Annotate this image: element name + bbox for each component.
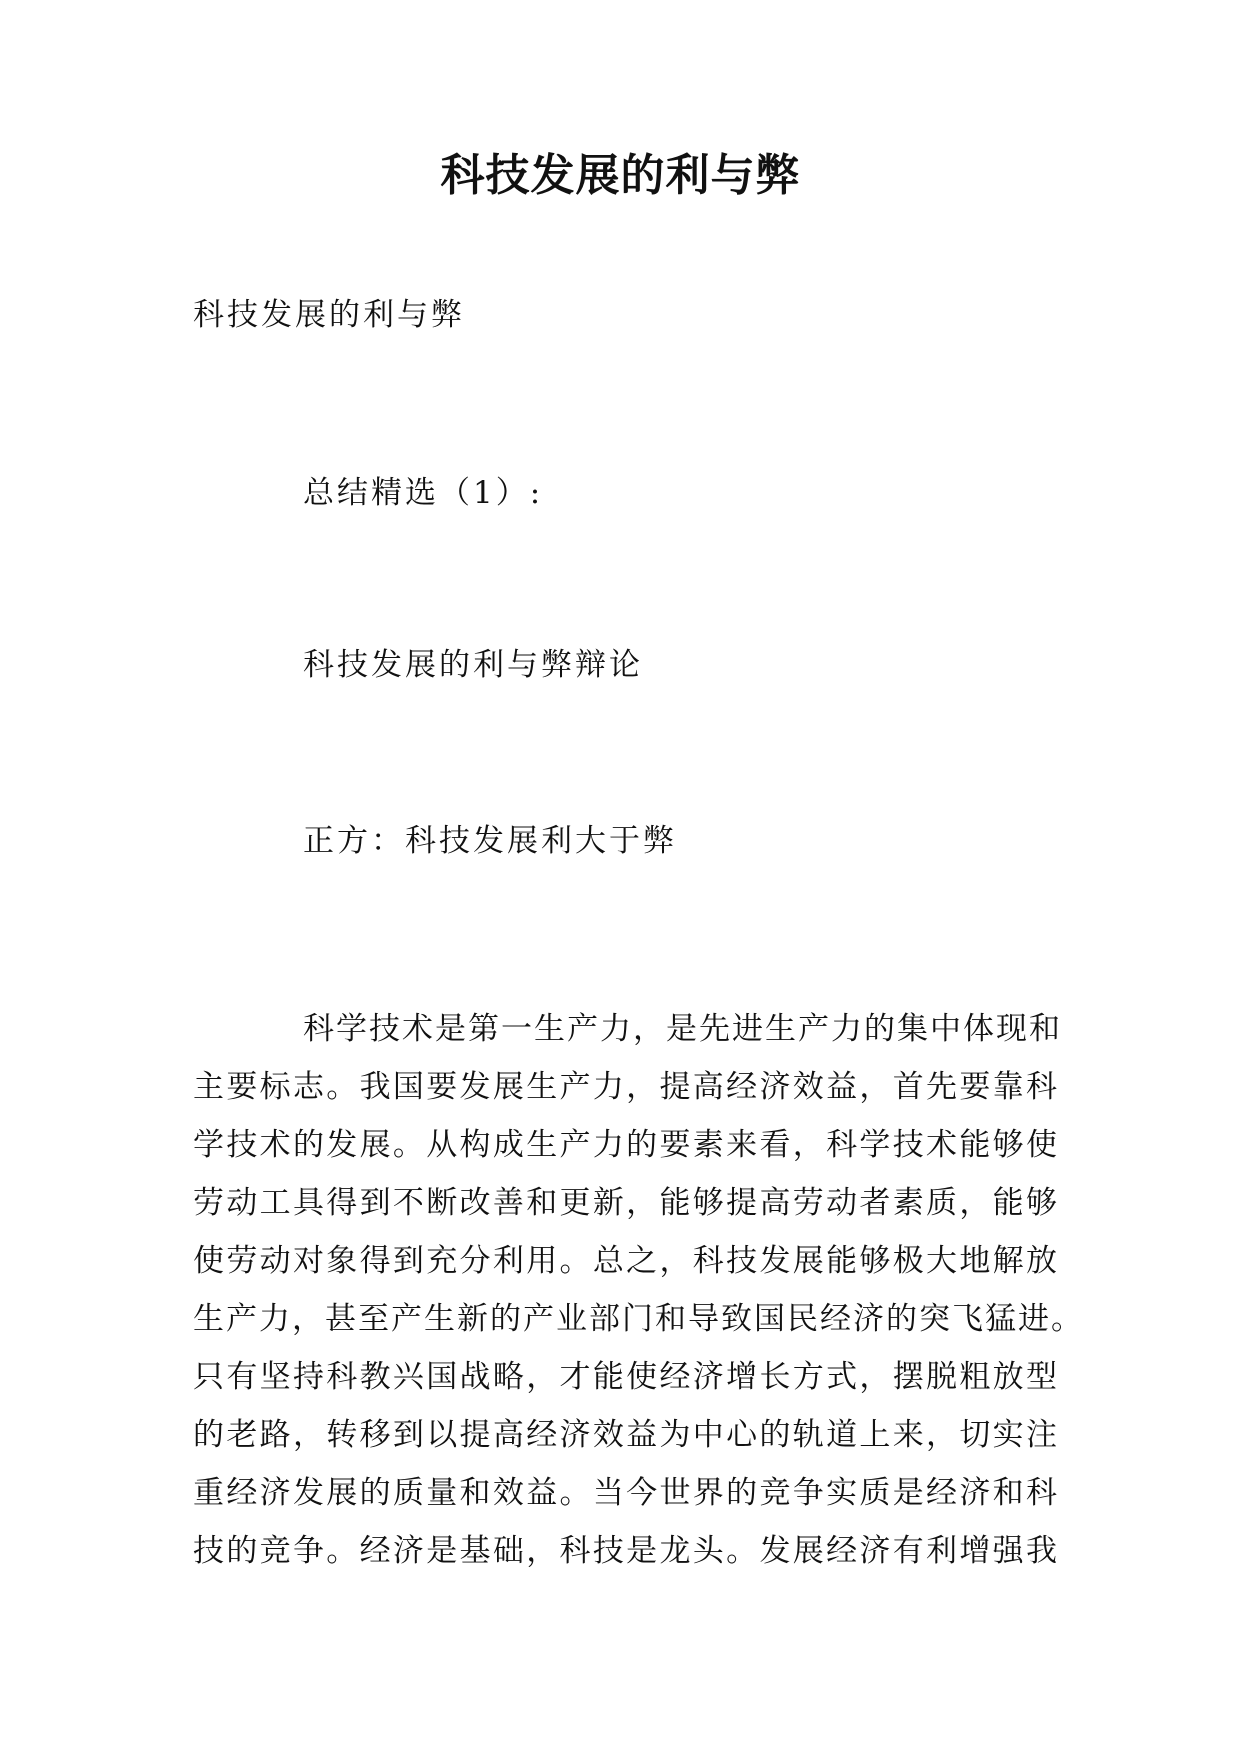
body-paragraph (193, 1000, 1084, 1580)
paragraph-line: 生产力，甚至产生新的产业部门和导致国民经济的突飞猛进。 (193, 1301, 1084, 1337)
paragraph-line: 科学技术是第一生产力，是先进生产力的集中体现和 (303, 1011, 1062, 1047)
document-subtitle: 科技发展的利与弊 (193, 297, 465, 333)
affirmative-position: 正方：科技发展利大于弊 (303, 823, 677, 859)
paragraph-line: 重经济发展的质量和效益。当今世界的竞争实质是经济和科 (193, 1475, 1059, 1511)
paragraph-line: 学技术的发展。从构成生产力的要素来看，科学技术能够使 (193, 1127, 1059, 1163)
paragraph-line: 使劳动对象得到充分利用。总之，科技发展能够极大地解放 (193, 1243, 1059, 1279)
paragraph-line: 技的竞争。经济是基础，科技是龙头。发展经济有利增强我 (193, 1533, 1059, 1569)
paragraph-line: 的老路，转移到以提高经济效益为中心的轨道上来，切实注 (193, 1417, 1059, 1453)
paragraph-line: 主要标志。我国要发展生产力，提高经济效益，首先要靠科 (193, 1069, 1059, 1105)
document-title: 科技发展的利与弊 (440, 150, 801, 201)
debate-title: 科技发展的利与弊辩论 (303, 647, 643, 683)
paragraph-line: 劳动工具得到不断改善和更新，能够提高劳动者素质，能够 (193, 1185, 1059, 1221)
paragraph-line: 只有坚持科教兴国战略，才能使经济增长方式，摆脱粗放型 (193, 1359, 1059, 1395)
summary-label: 总结精选（1）: (303, 475, 544, 511)
